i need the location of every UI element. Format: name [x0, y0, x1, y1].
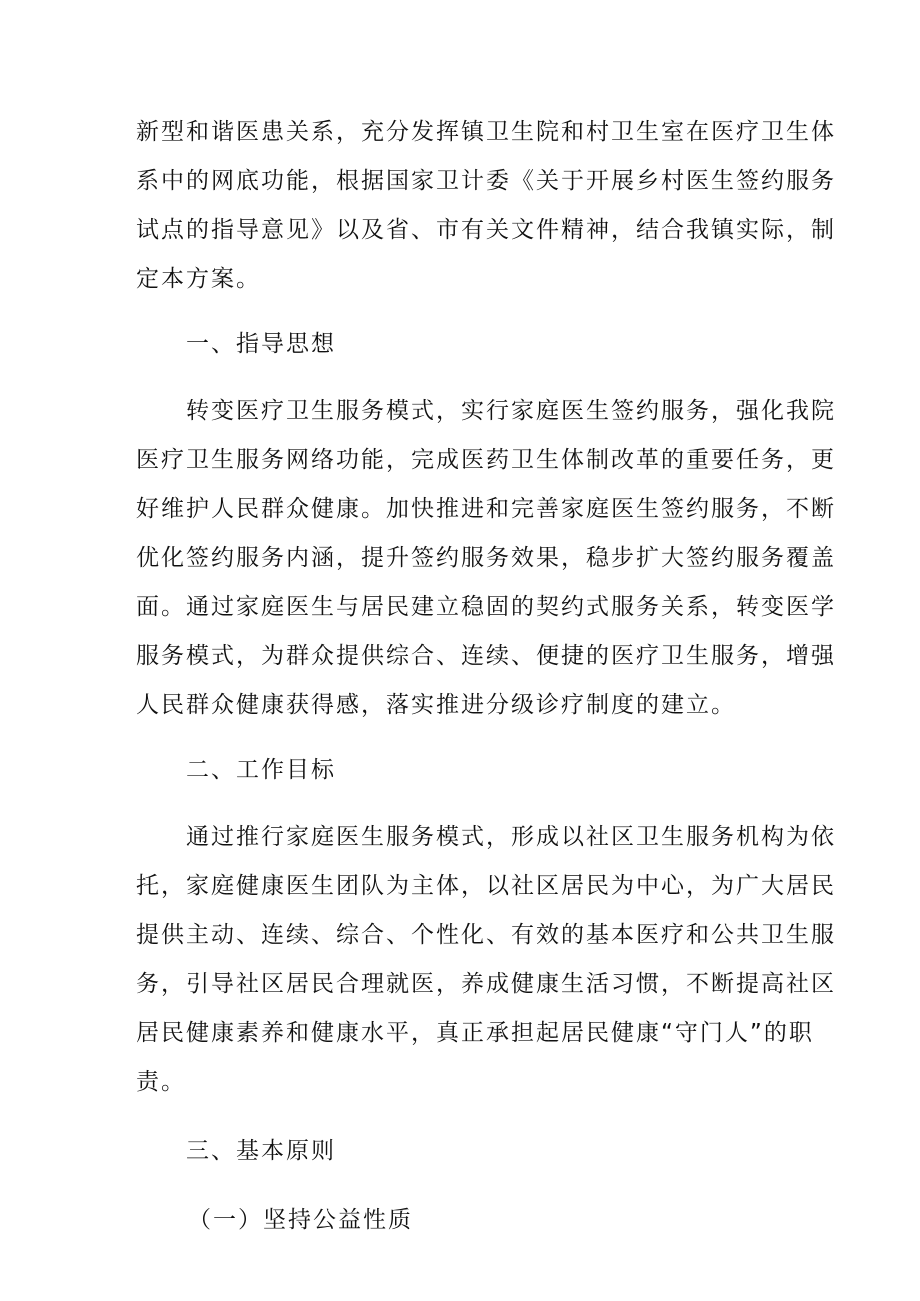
subsection-heading-public-welfare: （一）坚持公益性质 [188, 1207, 413, 1233]
section-heading-guiding-thought: 一、指导思想 [186, 331, 336, 357]
text-line: 提供主动、连续、综合、个性化、有效的基本医疗和公共卫生服 [136, 922, 836, 948]
text-line: 人民群众健康获得感，落实推进分级诊疗制度的建立。 [136, 692, 736, 718]
text-line: 务，引导社区居民合理就医，养成健康生活习惯，不断提高社区 [136, 971, 836, 997]
intro-paragraph [136, 108, 836, 304]
text-line: 居民健康素养和健康水平，真正承担起居民健康“守门人”的职 [136, 1020, 814, 1046]
text-line: 转变医疗卫生服务模式，实行家庭医生签约服务，强化我院 [186, 398, 836, 424]
text-line: 面。通过家庭医生与居民建立稳固的契约式服务关系，转变医学 [136, 594, 836, 620]
text-line: 好维护人民群众健康。加快推进和完善家庭医生签约服务，不断 [136, 496, 836, 522]
text-line: 通过推行家庭医生服务模式，形成以社区卫生服务机构为依 [186, 824, 836, 850]
text-line: 责。 [136, 1069, 186, 1095]
text-line: 新型和谐医患关系，充分发挥镇卫生院和村卫生室在医疗卫生体 [136, 119, 836, 145]
text-line: 托，家庭健康医生团队为主体，以社区居民为中心，为广大居民 [136, 873, 836, 899]
work-goals-paragraph [136, 813, 836, 1107]
text-line: 服务模式，为群众提供综合、连续、便捷的医疗卫生服务，增强 [136, 643, 836, 669]
text-line: 系中的网底功能，根据国家卫计委《关于开展乡村医生签约服务 [136, 168, 836, 194]
text-line: 医疗卫生服务网络功能，完成医药卫生体制改革的重要任务，更 [136, 447, 836, 473]
text-line: 优化签约服务内涵，提升签约服务效果，稳步扩大签约服务覆盖 [136, 545, 836, 571]
guiding-thought-paragraph [136, 387, 836, 730]
text-line: 试点的指导意见》以及省、市有关文件精神，结合我镇实际，制 [136, 217, 836, 243]
section-heading-basic-principles: 三、基本原则 [186, 1138, 336, 1164]
section-heading-work-goals: 二、工作目标 [186, 757, 336, 783]
text-line: 定本方案。 [136, 266, 261, 292]
